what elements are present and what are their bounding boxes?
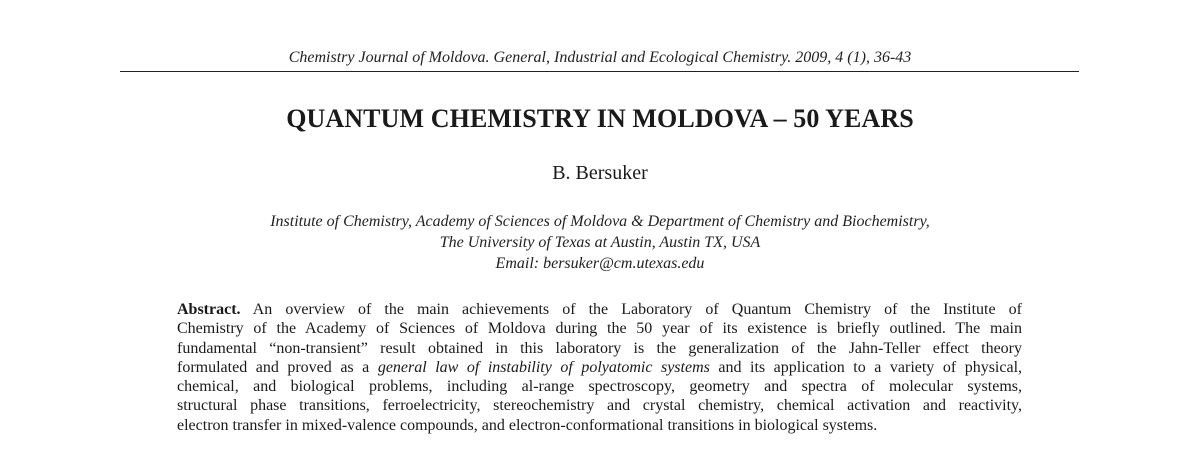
abstract-line: chemical, and biological problems, including al-range spectroscopy, geometry and spectra of molecular systems, [177,378,1022,396]
paper-title: QUANTUM CHEMISTRY IN MOLDOVA – 50 YEARS [286,104,914,133]
author-name: B. Bersuker [552,162,648,184]
journal-header: Chemistry Journal of Moldova. General, Industrial and Ecological Chemistry. 2009, 4 (1), 36-43 [288,49,912,66]
abstract-emphasis: general law of instability of polyatomic systems [377,358,710,376]
abstract-text: and its application to a variety of physical, [709,358,1023,376]
abstract-line [177,358,1022,377]
abstract-text: An overview of the main achievements of the Laboratory of Quantum Chemistry of the Institute of [240,301,1022,318]
author-email: Email: bersuker@cm.utexas.edu [495,255,705,272]
header-rule [120,71,1079,72]
abstract-text: formulated and proved as a [177,358,378,376]
abstract-line: structural phase transitions, ferroelectricity, stereochemistry and crystal chemistry, chemical activation and reactivity, [177,397,1022,415]
abstract-line: electron transfer in mixed-valence compounds, and electron-conformational transitions in biological systems. [177,416,878,434]
affiliation-line-1: Institute of Chemistry, Academy of Sciences of Moldova & Department of Chemistry and Biochemistry, [270,213,930,230]
abstract [177,300,1022,435]
abstract-label: Abstract. [177,301,241,318]
abstract-line [177,300,1022,319]
abstract-line: fundamental “non-transient” result obtained in this laboratory is the generalization of the Jahn-Teller effect theory [177,339,1022,357]
affiliation-block [0,211,1200,274]
affiliation-line-2: The University of Texas at Austin, Austin TX, USA [439,234,761,251]
abstract-line: Chemistry of the Academy of Sciences of Moldova during the 50 year of its existence is briefly outlined. The main [177,320,1022,338]
